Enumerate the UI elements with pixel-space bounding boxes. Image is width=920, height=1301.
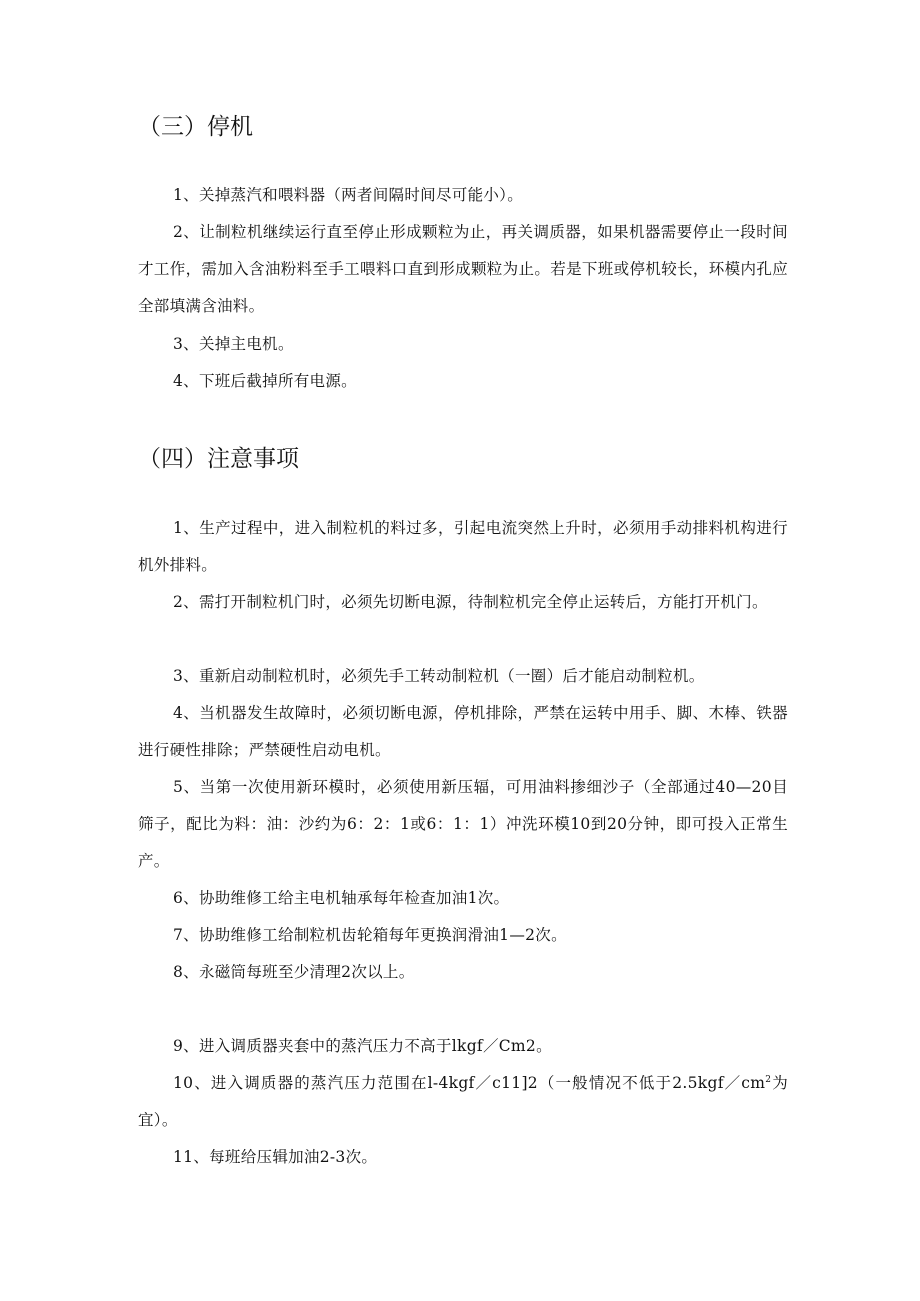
precaution-item-5: 5、当第一次使用新环模时，必须使用新压辐，可用油料掺细沙子（全部通过40—20目筛子，配比为料：油：沙约为6：2：1或6：1：1）冲洗环模10到20分钟，即可投入正常生产。 — [138, 778, 788, 870]
shutdown-item-4: 4、下班后截掉所有电源。 — [173, 372, 357, 390]
precaution-item-7: 7、协助维修工给制粒机齿轮箱每年更换润滑油1—2次。 — [173, 926, 567, 944]
shutdown-item-1: 1、关掉蒸汽和喂料器（两者间隔时间尽可能小）。 — [173, 186, 524, 204]
shutdown-item-3: 3、关掉主电机。 — [173, 335, 294, 353]
precaution-item-9: 9、进入调质器夹套中的蒸汽压力不高于lkgf／Cm2。 — [173, 1037, 552, 1055]
section-heading-shutdown: （三）停机 — [138, 114, 253, 140]
section-heading-precautions: （四）注意事项 — [138, 446, 299, 472]
precaution-item-1: 1、生产过程中，进入制粒机的料过多，引起电流突然上升时，必须用手动排料机构进行机外排料。 — [138, 519, 788, 574]
precaution-item-10-superscript: 2 — [765, 1074, 772, 1085]
precaution-item-4: 4、当机器发生故障时，必须切断电源，停机排除，严禁在运转中用手、脚、木棒、铁器进行硬性排除；严禁硬性启动电机。 — [138, 704, 788, 759]
precaution-item-10-tail: 为宜）。 — [138, 1074, 788, 1129]
precaution-item-3: 3、重新启动制粒机时，必须先手工转动制粒机（一圈）后才能启动制粒机。 — [173, 667, 705, 685]
precaution-item-10-text: 10、进入调质器的蒸汽压力范围在l-4kgf／c11]2（一般情况不低于2.5kgf／cm — [173, 1074, 766, 1092]
precaution-item-2: 2、需打开制粒机门时，必须先切断电源，待制粒机完全停止运转后，方能打开机门。 — [173, 593, 768, 611]
precaution-item-8: 8、永磁筒每班至少清理2次以上。 — [173, 963, 415, 981]
shutdown-item-2: 2、让制粒机继续运行直至停止形成颗粒为止，再关调质器，如果机器需要停止一段时间才工作，需加入含油粉料至手工喂料口直到形成颗粒为止。若是下班或停机较长，环模内孔应全部填满含油料。 — [138, 223, 788, 315]
precaution-item-11: 11、每班给压辑加油2-3次。 — [173, 1148, 378, 1166]
precaution-item-6: 6、协助维修工给主电机轴承每年检查加油1次。 — [173, 889, 510, 907]
precaution-item-10 — [138, 1065, 788, 1139]
